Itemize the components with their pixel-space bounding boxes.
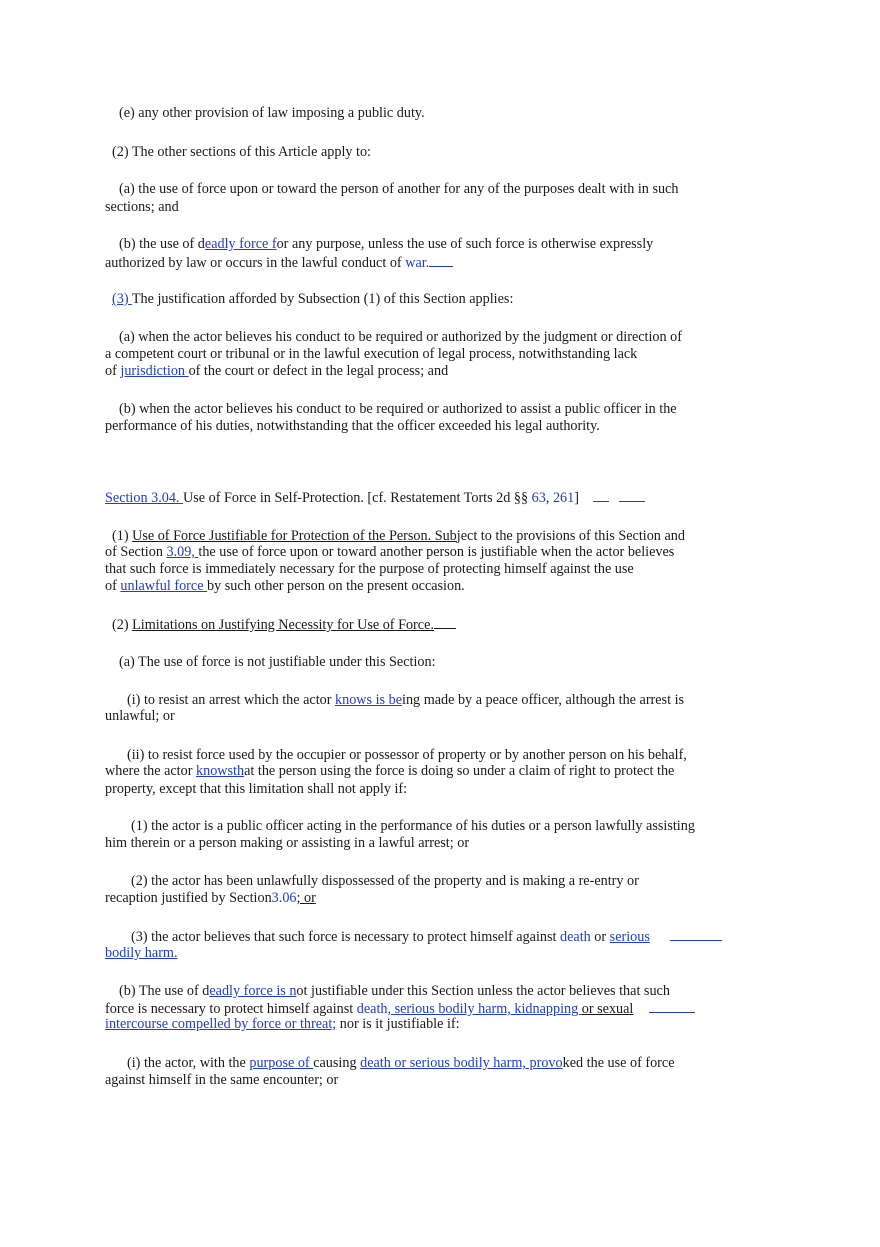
- paragraph-line: performance of his duties, notwithstanding that the officer exceeded his legal authority.: [105, 418, 600, 434]
- paragraph-line: (b) when the actor believes his conduct to be required or authorized to assist a public officer in the: [119, 401, 677, 417]
- link-subsection-3[interactable]: (3): [112, 291, 132, 307]
- paragraph-line: of jurisdiction of the court or defect in the legal process; and: [105, 363, 449, 379]
- subsection-heading: Limitations on Justifying Necessity for Use of Force.: [132, 617, 434, 633]
- link-death[interactable]: death: [560, 929, 591, 945]
- paragraph-line: [105, 945, 178, 962]
- paragraph-line: (3) The justification afforded by Subsection (1) of this Section applies:: [112, 291, 514, 307]
- paragraph-line: sections; and: [105, 199, 179, 215]
- paragraph-line: (e) any other provision of law imposing a public duty.: [119, 105, 425, 121]
- link-knows[interactable]: knowsth: [196, 763, 245, 779]
- paragraph-line: where the actor knowsthat the person using the force is doing so under a claim of right to protect the: [105, 763, 675, 779]
- paragraph-line: (1) Use of Force Justifiable for Protection of the Person. Subject to the provisions of this Section and: [112, 528, 685, 544]
- paragraph-line: a competent court or tribunal or in the lawful execution of legal process, notwithstanding lack: [105, 346, 638, 362]
- link-section-3-06[interactable]: 3.06: [271, 890, 297, 906]
- paragraph-line: (2) Limitations on Justifying Necessity for Use of Force.: [112, 616, 456, 634]
- paragraph-line: of unlawful force by such other person on the present occasion.: [105, 578, 465, 594]
- blank-underline: [619, 489, 645, 502]
- link-war[interactable]: war.: [405, 255, 430, 271]
- link-purpose[interactable]: purpose of: [249, 1055, 314, 1071]
- paragraph-line: (b) The use of deadly force is not justifiable under this Section unless the actor believes that such: [119, 983, 670, 999]
- link-deadly-force[interactable]: eadly force is n: [209, 983, 297, 999]
- blank-underline: [670, 928, 722, 941]
- paragraph-line: (a) the use of force upon or toward the person of another for any of the purposes dealt with in such: [119, 181, 679, 197]
- link-serious[interactable]: serious: [609, 929, 650, 945]
- link-section-3-09[interactable]: 3.09,: [166, 544, 199, 560]
- paragraph-line: (2) the actor has been unlawfully dispossessed of the property and is making a re-entry or: [131, 873, 639, 889]
- link-deadly-force[interactable]: eadly force f: [204, 236, 277, 252]
- section-heading: Section 3.04. Use of Force in Self-Protection. [cf. Restatement Torts 2d §§ 63, 261]: [105, 489, 645, 507]
- link-section-3-04[interactable]: Section 3.04.: [105, 490, 184, 506]
- paragraph-line: authorized by law or occurs in the lawful conduct of war.: [105, 254, 453, 272]
- blank-underline: [434, 616, 456, 629]
- paragraph-line: that such force is immediately necessary for the purpose of protecting himself against the use: [105, 561, 634, 577]
- paragraph-line: (1) the actor is a public officer acting in the performance of his duties or a person lawfully assisting: [131, 818, 695, 834]
- paragraph-line: unlawful; or: [105, 708, 175, 724]
- link-death-serious-bodily-harm[interactable]: death or serious bodily harm, provo: [360, 1055, 563, 1071]
- link-serious-bodily-harm-kidnapping[interactable]: , serious bodily harm, kidnapping: [387, 1001, 582, 1017]
- paragraph-line: (i) to resist an arrest which the actor knows is being made by a peace officer, although the arrest is: [127, 692, 685, 708]
- link-ref-63[interactable]: 63: [531, 490, 546, 506]
- subsection-heading: Use of Force Justifiable for Protection of the Person. Sub: [132, 528, 457, 544]
- paragraph-line: (b) the use of deadly force for any purpose, unless the use of such force is otherwise expressly: [119, 236, 654, 252]
- blank-underline: [593, 489, 609, 502]
- paragraph-line: him therein or a person making or assisting in a lawful arrest; or: [105, 835, 470, 851]
- paragraph-line: recaption justified by Section3.06; or: [105, 890, 316, 906]
- blank-underline: [429, 254, 453, 267]
- link-jurisdiction[interactable]: jurisdiction: [120, 363, 189, 379]
- paragraph-line: force is necessary to protect himself against death, serious bodily harm, kidnapping or sexual: [105, 1000, 695, 1018]
- paragraph-line: (i) the actor, with the purpose of causing death or serious bodily harm, provoked the use of force: [127, 1055, 675, 1071]
- link-bodily-harm[interactable]: bodily harm.: [105, 945, 178, 961]
- link-knows[interactable]: knows is be: [335, 692, 403, 708]
- paragraph-line: (a) The use of force is not justifiable under this Section:: [119, 654, 436, 670]
- link-intercourse-compelled[interactable]: intercourse compelled by force or threat;: [105, 1016, 337, 1032]
- paragraph-line: of Section 3.09, the use of force upon or toward another person is justifiable when the actor believes: [105, 544, 675, 560]
- paragraph-line: against himself in the same encounter; or: [105, 1072, 339, 1088]
- paragraph-line: (3) the actor believes that such force is necessary to protect himself against death or serious: [131, 928, 722, 946]
- link-ref-261[interactable]: 261: [552, 490, 575, 506]
- paragraph-line: property, except that this limitation shall not apply if:: [105, 781, 408, 797]
- link-unlawful-force[interactable]: unlawful force: [120, 578, 208, 594]
- paragraph-line: (ii) to resist force used by the occupier or possessor of property or by another person on his behalf,: [127, 747, 687, 763]
- link-death[interactable]: death: [356, 1001, 388, 1017]
- paragraph-line: intercourse compelled by force or threat; nor is it justifiable if:: [105, 1016, 460, 1032]
- paragraph-line: (2) The other sections of this Article apply to:: [112, 144, 371, 160]
- paragraph-line: (a) when the actor believes his conduct to be required or authorized by the judgment or direction of: [119, 329, 682, 345]
- blank-underline: [649, 1000, 695, 1013]
